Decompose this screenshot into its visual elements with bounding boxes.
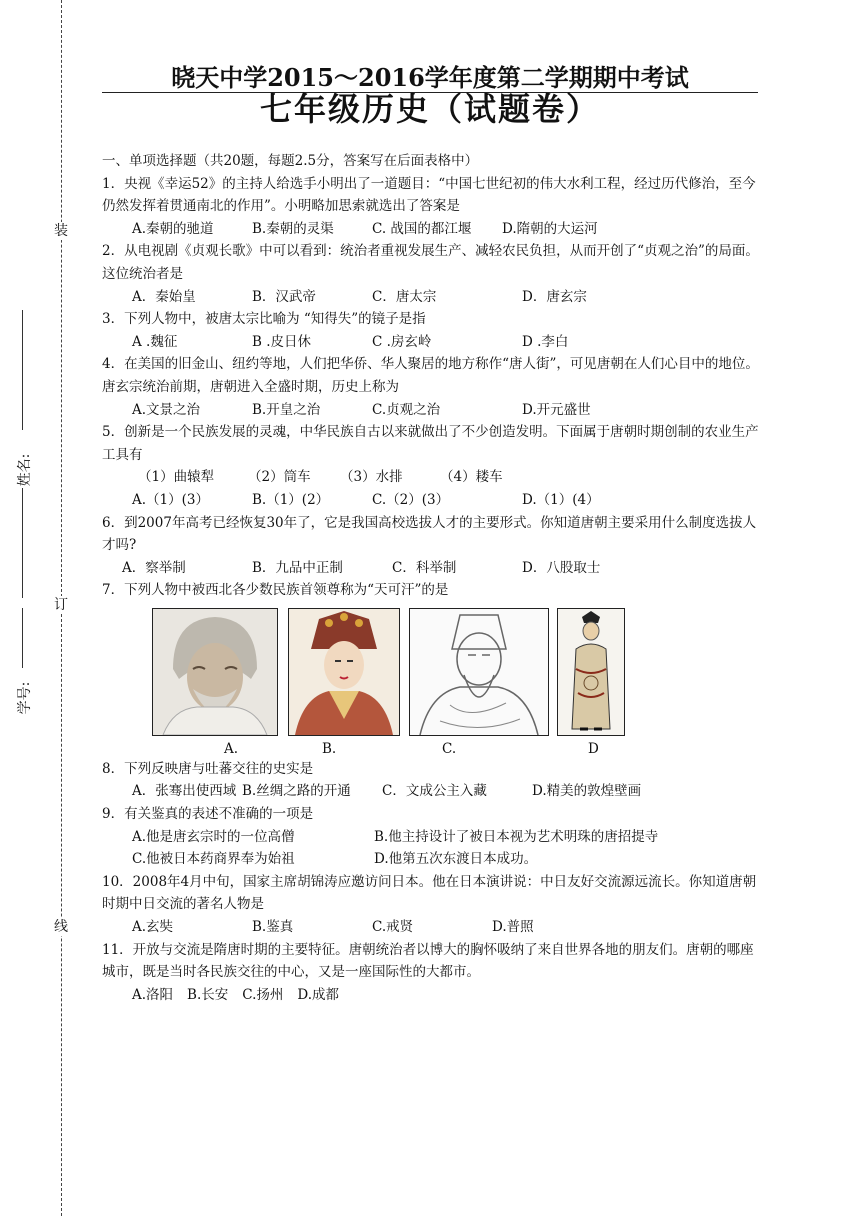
option-d: D.精美的敦煌壁画 [532, 783, 642, 800]
option-c: C .房玄岭 [372, 333, 432, 350]
question-11-options [102, 984, 762, 1007]
question-5-subitems [102, 466, 762, 489]
question-2-stem: 2．从电视剧《贞观长歌》中可以看到：统治者重视发展生产、减轻农民负担，从而开创了“贞观之治”的局面。这位统治者是 [102, 243, 759, 282]
option-b: B.鉴真 [252, 919, 294, 936]
question-4-stem: 4．在美国的旧金山、纽约等地，人们把华侨、华人聚居的地方称作“唐人街”，可见唐朝在人们心目中的地位。唐玄宗统治前期，唐朝进入全盛时期，历史上称为 [102, 356, 759, 395]
question-9-stem: 9．有关鉴真的表述不准确的一项是 [102, 806, 314, 823]
subitem-2: （2）筒车 [248, 469, 311, 486]
question-1-stem: 1．央视《幸运52》的主持人给选手小明出了一道题目：“中国七世纪初的伟大水利工程，经过历代修治，至今仍然发挥着贯通南北的作用”。小明略加思索就选出了答案是 [102, 175, 756, 215]
portrait-c-label: C. [442, 740, 457, 757]
question-4-options [102, 399, 762, 422]
question-8-options [102, 780, 762, 803]
option-d: D.他第五次东渡日本成功。 [374, 851, 538, 868]
option-c: C.贞观之治 [372, 401, 441, 418]
option-b: B.长安 [187, 986, 229, 1003]
option-b: B.开皇之治 [252, 401, 321, 418]
subitem-3: （3）水排 [340, 469, 403, 486]
option-b: B．九品中正制 [252, 559, 343, 576]
question-9-options-row1 [102, 826, 762, 849]
option-a: A.秦朝的驰道 [132, 220, 214, 237]
question-2-options [102, 286, 762, 309]
option-b: B．汉武帝 [252, 288, 316, 305]
option-a: A.洛阳 [132, 986, 174, 1003]
option-a: A．秦始皇 [132, 288, 196, 305]
option-a: A .魏征 [132, 333, 178, 350]
subitem-4: （4）耧车 [440, 469, 503, 486]
portrait-d-image [557, 608, 625, 736]
option-d: D.开元盛世 [522, 401, 591, 418]
option-c: C.扬州 [242, 986, 284, 1003]
option-b: B.（1）(2） [252, 491, 330, 508]
portrait-c-image [409, 608, 549, 736]
question-3-stem: 3．下列人物中，被唐太宗比喻为 “知得失”的镜子是指 [102, 311, 426, 328]
portrait-b-image [288, 608, 400, 736]
binding-char-xian: 线 [50, 918, 72, 936]
question-6-stem: 6．到2007年高考已经恢复30年了，它是我国高校选拔人才的主要形式。你知道唐朝主要采用什么制度选拔人才吗? [102, 514, 757, 554]
name-underline [22, 310, 23, 430]
question-10-stem: 10．2008年4月中旬，国家主席胡锦涛应邀访问日本。他在日本演讲说：中日友好交流源远流长。你知道唐朝时期中日交流的著名人物是 [102, 873, 757, 913]
portrait-a-image [152, 608, 278, 736]
question-6-options [102, 557, 762, 580]
question-list [102, 150, 762, 1006]
question-5-options [102, 489, 762, 512]
option-c: C.戒贤 [372, 919, 414, 936]
option-b: B.秦朝的灵渠 [252, 220, 334, 237]
option-b: B.他主持设计了被日本视为艺术明珠的唐招提寺 [374, 828, 659, 845]
option-a: A．张骞出使西域 [132, 783, 237, 800]
option-c: C.他被日本药商界奉为始祖 [132, 851, 295, 868]
exam-subtitle: 七年级历史（试题卷） [259, 90, 600, 128]
question-7-portraits [102, 608, 762, 758]
option-d: D .李白 [522, 333, 569, 350]
portrait-b-label: B. [322, 740, 337, 757]
section-heading: 一、单项选择题（共20题，每题2.5分，答案写在后面表格中） [102, 153, 479, 169]
question-3-options [102, 331, 762, 354]
option-c: C．文成公主入藏 [382, 783, 487, 800]
subitem-1: （1）曲辕犁 [138, 469, 215, 486]
number-label: 学号: [17, 681, 33, 715]
question-10-options [102, 916, 762, 939]
option-a: A.玄奘 [132, 919, 174, 936]
option-d: D．八股取士 [522, 559, 601, 576]
question-7-stem: 7．下列人物中被西北各少数民族首领尊称为“天可汗”的是 [102, 582, 449, 599]
binding-char-ding: 订 [50, 596, 72, 614]
option-a: A.他是唐玄宗时的一位高僧 [132, 828, 295, 845]
question-11-stem: 11．开放与交流是隋唐时期的主要特征。唐朝统治者以博大的胸怀吸纳了来自世界各地的朋友们。唐朝的哪座城市，既是当时各民族交往的中心，又是一座国际性的大都市。 [102, 941, 754, 981]
option-d: D.隋朝的大运河 [502, 220, 598, 237]
number-underline [22, 608, 23, 668]
option-d: D.普照 [492, 919, 534, 936]
option-a: A.（1）(3） [132, 491, 209, 508]
portrait-d-label: D [588, 740, 599, 757]
option-d: D．唐玄宗 [522, 288, 587, 305]
option-a: A.文景之治 [132, 401, 201, 418]
option-c: C．科举制 [392, 559, 457, 576]
name-label: 姓名: [17, 453, 33, 487]
portrait-a-label: A. [224, 740, 239, 757]
exam-title: 晓天中学2015～2016学年度第二学期期中考试 [171, 63, 689, 92]
option-c: C．唐太宗 [372, 288, 437, 305]
option-b: B.丝绸之路的开通 [242, 783, 351, 800]
question-8-stem: 8．下列反映唐与吐蕃交往的史实是 [102, 760, 314, 777]
option-c: C. 战国的都江堰 [372, 220, 472, 237]
option-b: B .皮日休 [252, 333, 312, 350]
option-d: D.（1）(4） [522, 491, 600, 508]
option-a: A．察举制 [122, 559, 186, 576]
name-underline-lower [22, 488, 23, 598]
option-d: D.成都 [297, 986, 340, 1003]
question-9-options-row2 [102, 848, 762, 871]
question-1-options [102, 218, 762, 241]
binding-char-zhuang: 装 [50, 222, 72, 240]
question-5-stem: 5．创新是一个民族发展的灵魂，中华民族自古以来就做出了不少创造发明。下面属于唐朝时期创制的农业生产工具有 [102, 424, 759, 463]
option-c: C.（2）(3） [372, 491, 450, 508]
